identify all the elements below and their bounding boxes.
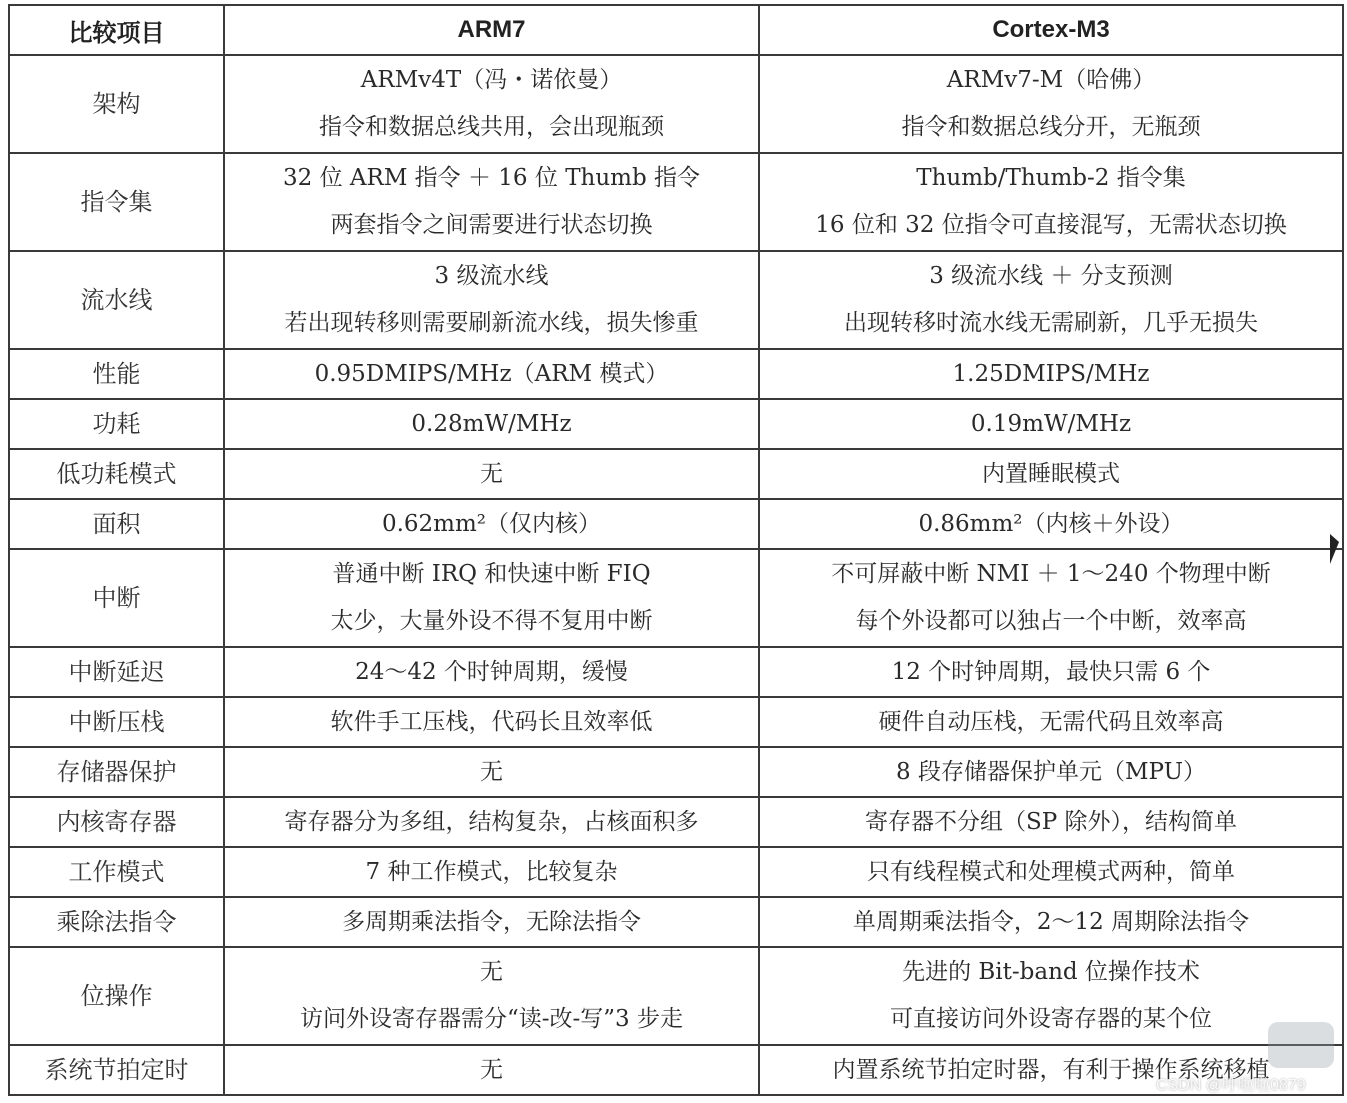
cell-line: 两套指令之间需要进行状态切换 [330, 212, 653, 238]
row-item-label: 乘除法指令 [9, 897, 224, 947]
cell-line: 无 [480, 1056, 503, 1083]
cortex-m3-cell [759, 499, 1343, 549]
cortex-m3-cell [759, 647, 1343, 697]
cortex-m3-cell [759, 797, 1343, 847]
row-item-label: 流水线 [9, 251, 224, 349]
cell-line: ARMv4T（冯・诺依曼） [360, 67, 623, 93]
cell-line: 可直接访问外设寄存器的某个位 [890, 1006, 1212, 1032]
cell-line: 无 [480, 460, 503, 487]
row-item-label: 指令集 [9, 153, 224, 251]
arm7-cell [224, 251, 759, 349]
cell-line: 无 [480, 758, 503, 785]
row-item-label: 面积 [9, 499, 224, 549]
arm7-cell [224, 747, 759, 797]
comparison-table [8, 4, 1344, 1096]
cell-line: 3 级流水线 ＋ 分支预测 [929, 263, 1173, 289]
arm7-cell [224, 847, 759, 897]
table-row [9, 251, 1343, 349]
cell-line: 0.95DMIPS/MHz（ARM 模式） [314, 360, 669, 387]
table-row [9, 349, 1343, 399]
cell-line: 寄存器不分组（SP 除外），结构简单 [864, 808, 1238, 835]
row-item-label: 存储器保护 [9, 747, 224, 797]
cell-line: 太少，大量外设不得不复用中断 [330, 608, 653, 634]
arm7-cell [224, 947, 759, 1045]
arm7-cell [224, 349, 759, 399]
cell-line: 只有线程模式和处理模式两种，简单 [867, 858, 1235, 885]
table-row [9, 449, 1343, 499]
header-cortex-m3: Cortex-M3 [759, 5, 1343, 55]
mouse-cursor-icon [1330, 534, 1339, 564]
table-row [9, 747, 1343, 797]
arm7-cell [224, 55, 759, 153]
row-item-label: 性能 [9, 349, 224, 399]
cell-line: 12 个时钟周期，最快只需 6 个 [891, 658, 1211, 685]
table-row [9, 1045, 1343, 1095]
cell-line: 0.28mW/MHz [411, 410, 572, 437]
cortex-m3-cell [759, 251, 1343, 349]
cell-line: 32 位 ARM 指令 ＋ 16 位 Thumb 指令 [283, 165, 700, 191]
cell-line: Thumb/Thumb-2 指令集 [916, 165, 1186, 191]
table-header-row [9, 5, 1343, 55]
row-item-label: 位操作 [9, 947, 224, 1045]
row-item-label: 内核寄存器 [9, 797, 224, 847]
cell-line: 内置睡眠模式 [982, 460, 1120, 487]
row-item-label: 功耗 [9, 399, 224, 449]
cell-line: 普通中断 IRQ 和快速中断 FIQ [332, 561, 651, 587]
arm7-cell [224, 399, 759, 449]
table-row [9, 153, 1343, 251]
cell-line: 出现转移时流水线无需刷新，几乎无损失 [844, 310, 1258, 336]
cell-line: 1.25DMIPS/MHz [952, 360, 1150, 387]
arm7-cell [224, 897, 759, 947]
table-row [9, 499, 1343, 549]
cell-line: 先进的 Bit-band 位操作技术 [902, 959, 1200, 985]
cortex-m3-cell [759, 449, 1343, 499]
cell-line: 0.86mm²（内核＋外设） [918, 510, 1184, 537]
cell-line: 无 [480, 959, 503, 985]
cell-line: 指令和数据总线共用，会出现瓶颈 [319, 114, 664, 140]
cell-line: 访问外设寄存器需分“读-改-写”3 步走 [299, 1006, 683, 1032]
row-item-label: 低功耗模式 [9, 449, 224, 499]
arm7-cell [224, 449, 759, 499]
cortex-m3-cell [759, 153, 1343, 251]
cell-line: 多周期乘法指令，无除法指令 [342, 908, 641, 935]
row-item-label: 架构 [9, 55, 224, 153]
cell-line: 7 种工作模式，比较复杂 [365, 858, 618, 885]
arm7-cell [224, 549, 759, 647]
cell-line: 若出现转移则需要刷新流水线，损失惨重 [284, 310, 699, 336]
cortex-m3-cell [759, 897, 1343, 947]
table-row [9, 897, 1343, 947]
cortex-m3-cell [759, 947, 1343, 1045]
table-body [9, 55, 1343, 1095]
row-item-label: 系统节拍定时 [9, 1045, 224, 1095]
cortex-m3-cell [759, 847, 1343, 897]
cell-line: 8 段存储器保护单元（MPU） [896, 758, 1206, 785]
cell-line: 硬件自动压栈，无需代码且效率高 [878, 708, 1224, 735]
row-item-label: 工作模式 [9, 847, 224, 897]
row-item-label: 中断延迟 [9, 647, 224, 697]
table-row [9, 947, 1343, 1045]
table-row [9, 55, 1343, 153]
cell-line: 0.19mW/MHz [970, 410, 1132, 437]
arm7-cell [224, 797, 759, 847]
cell-line: 指令和数据总线分开，无瓶颈 [901, 114, 1201, 140]
cell-line: 寄存器分为多组，结构复杂，占核面积多 [284, 808, 699, 835]
cortex-m3-cell [759, 747, 1343, 797]
cortex-m3-cell [759, 349, 1343, 399]
cell-line: 内置系统节拍定时器，有利于操作系统移植 [832, 1056, 1270, 1083]
arm7-cell [224, 697, 759, 747]
arm7-cell [224, 153, 759, 251]
cell-line: 24～42 个时钟周期，缓慢 [355, 658, 628, 685]
cell-line: 单周期乘法指令，2～12 周期除法指令 [852, 908, 1250, 935]
comparison-table-wrapper [8, 4, 1342, 1096]
header-arm7: ARM7 [224, 5, 759, 55]
cell-line: 不可屏蔽中断 NMI ＋ 1～240 个物理中断 [831, 561, 1271, 587]
watermark-text: CSDN @呼啦啦0879 [1156, 1077, 1306, 1094]
row-item-label: 中断 [9, 549, 224, 647]
cortex-m3-cell [759, 549, 1343, 647]
arm7-cell [224, 499, 759, 549]
cell-line: ARMv7-M（哈佛） [946, 67, 1156, 93]
cell-line: 每个外设都可以独占一个中断，效率高 [855, 608, 1247, 634]
table-row [9, 847, 1343, 897]
table-row [9, 797, 1343, 847]
cell-line: 软件手工压栈，代码长且效率低 [330, 708, 653, 735]
table-row [9, 399, 1343, 449]
cortex-m3-cell [759, 697, 1343, 747]
arm7-cell [224, 1045, 759, 1095]
cell-line: 3 级流水线 [434, 263, 549, 289]
table-row [9, 697, 1343, 747]
cortex-m3-cell [759, 399, 1343, 449]
cell-line: 16 位和 32 位指令可直接混写，无需状态切换 [815, 212, 1287, 238]
cell-line: 0.62mm²（仅内核） [381, 510, 602, 537]
arm7-cell [224, 647, 759, 697]
header-item: 比较项目 [9, 5, 224, 55]
csdn-logo-icon [1268, 1022, 1334, 1068]
row-item-label: 中断压栈 [9, 697, 224, 747]
table-row [9, 549, 1343, 647]
table-row [9, 647, 1343, 697]
cortex-m3-cell [759, 55, 1343, 153]
